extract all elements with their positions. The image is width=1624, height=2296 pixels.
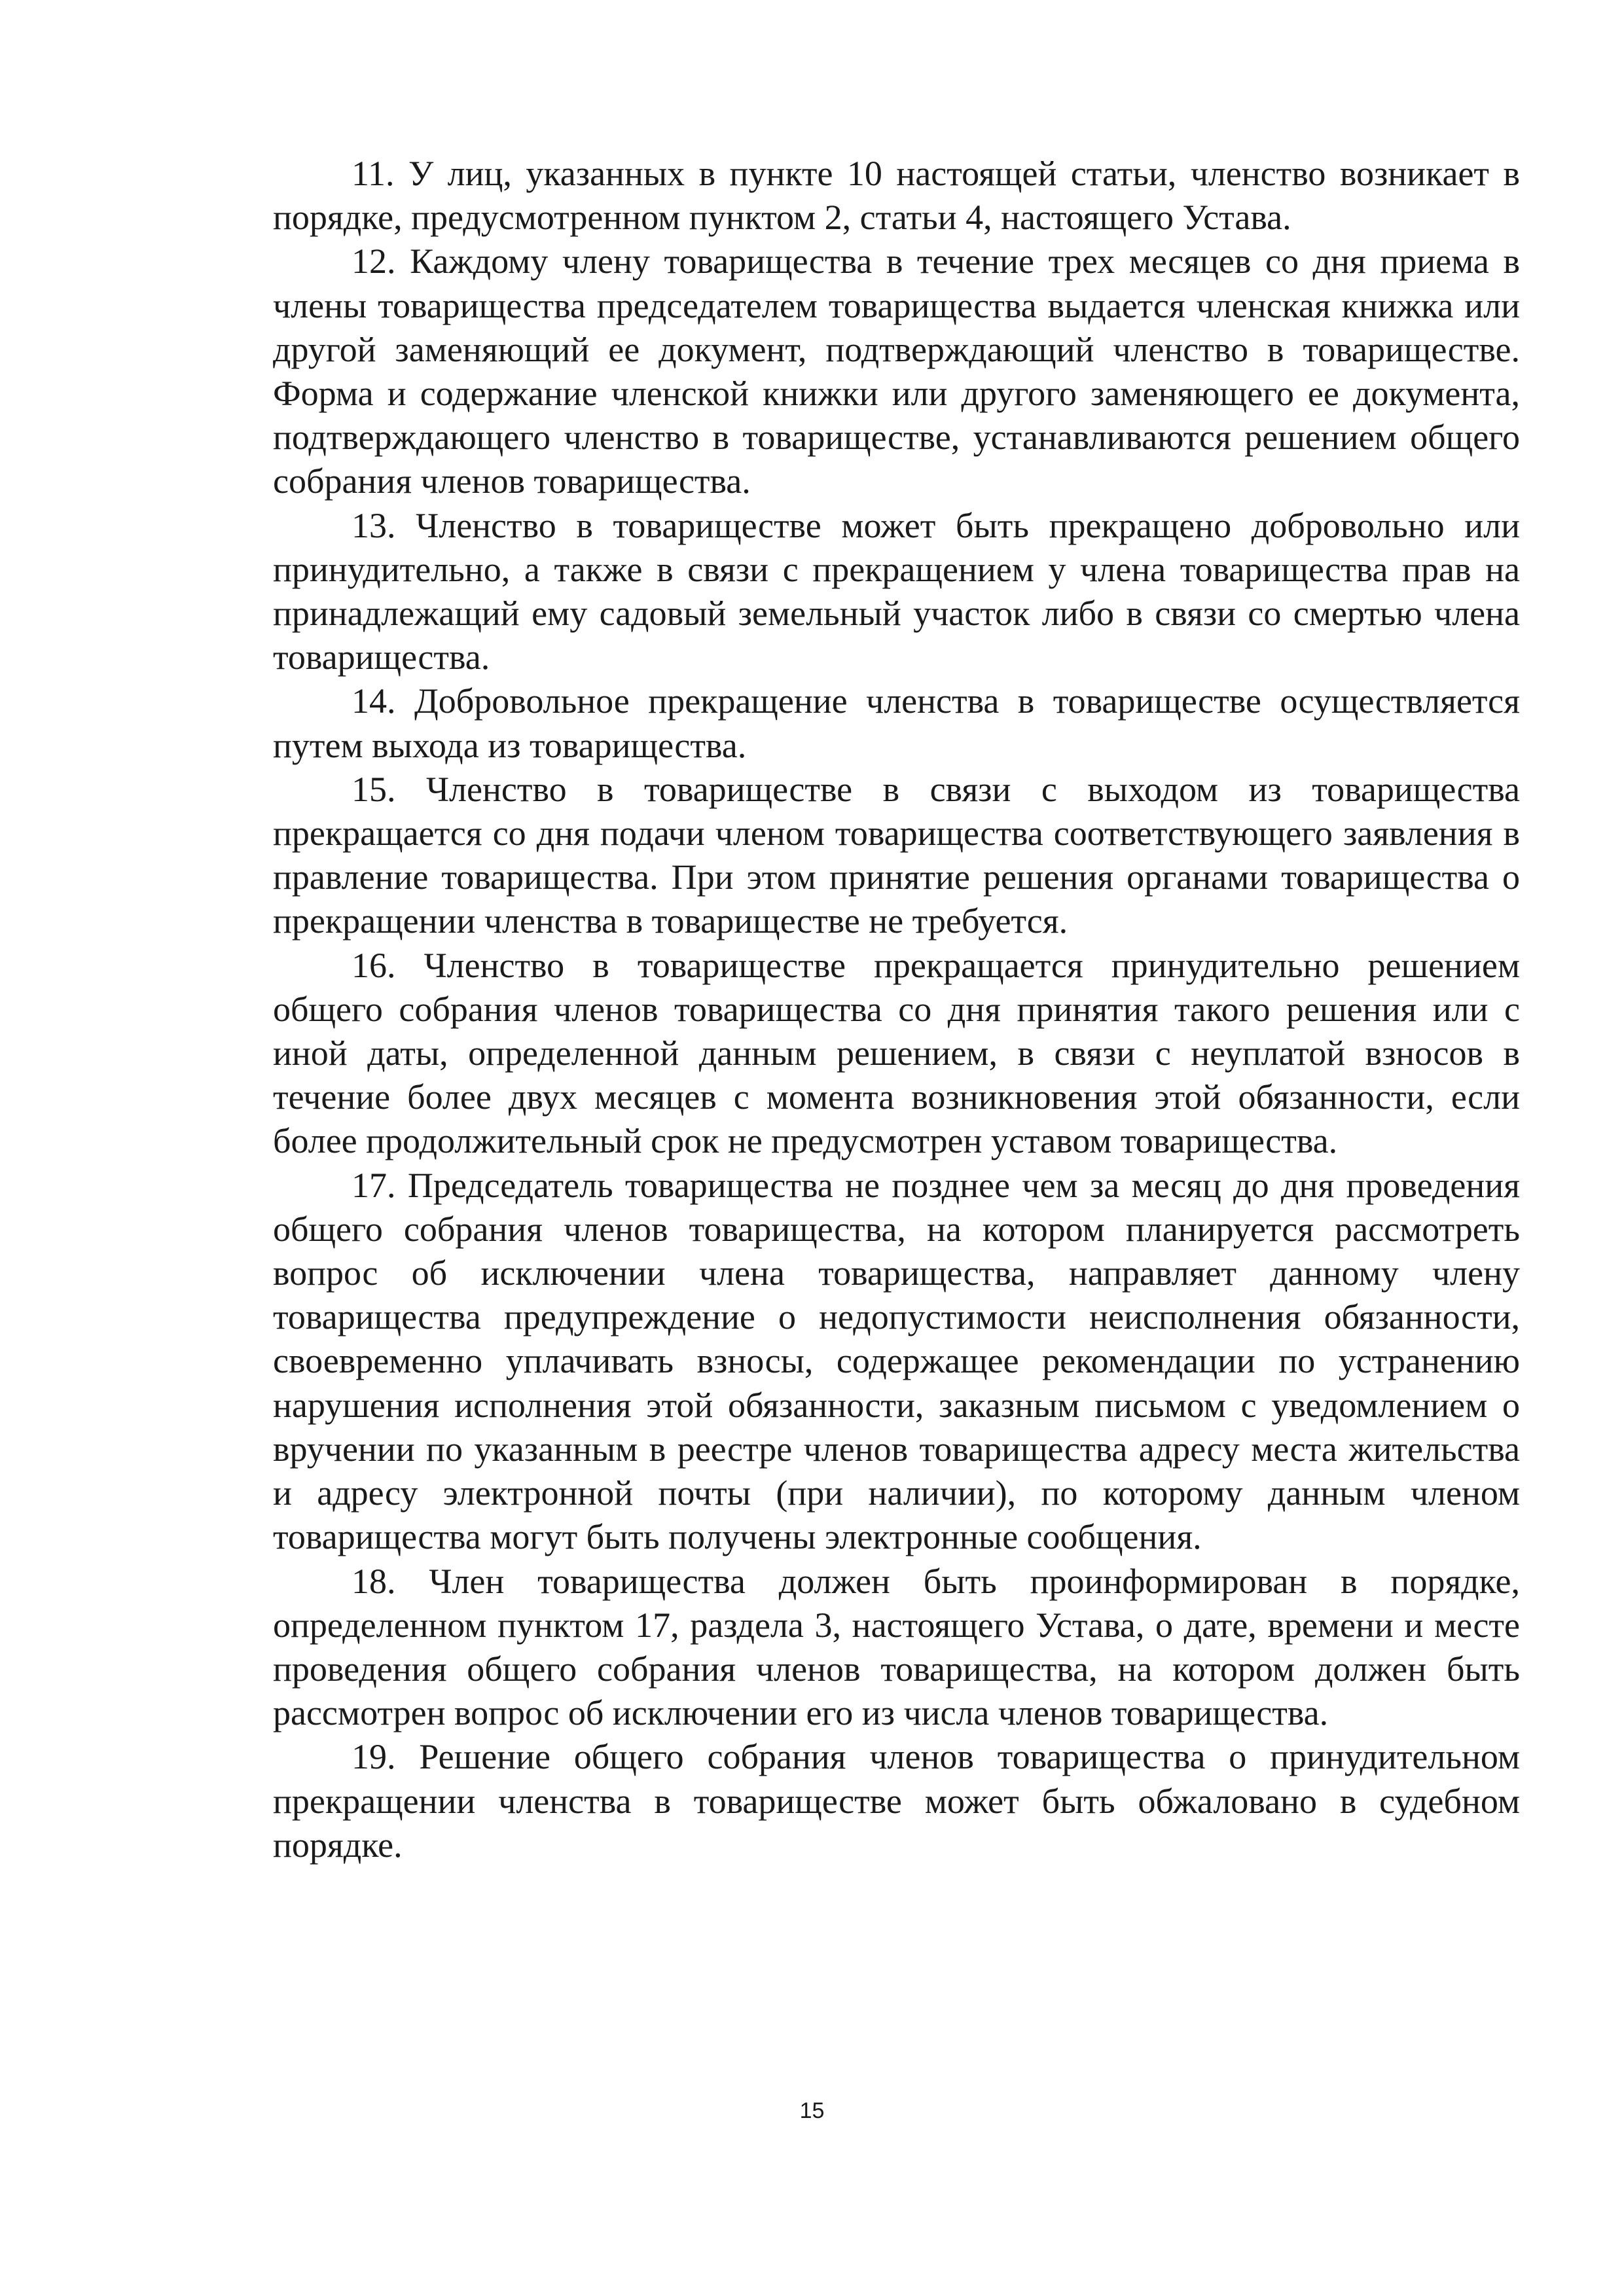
page-number: 15 xyxy=(799,2098,825,2123)
paragraph-11: 11. У лиц, указанных в пункте 10 настоящей статьи, членство возникает в порядке, предусмотренном пунктом 2, статьи 4, настоящего Устава. xyxy=(273,154,1520,238)
paragraph-16: 16. Членство в товариществе прекращается принудительно решением общего собрания членов товарищества со дня принятия такого решения или с иной даты, определенной данным решением, в связи с неуплатой взносов в течение более двух месяцев с момента возникновения этой обязанности, если более продолжительный срок не предусмотрен уставом товарищества. xyxy=(273,945,1520,1161)
paragraph-15: 15. Членство в товариществе в связи с выходом из товарищества прекращается со дня подачи членом товарищества соответствующего заявления в правление товарищества. При этом принятие решения органами товарищества о прекращении членства в товариществе не требуется. xyxy=(273,769,1520,941)
paragraph-13: 13. Членство в товариществе может быть прекращено добровольно или принудительно, а также в связи с прекращением у члена товарищества прав на принадлежащий ему садовый земельный участок либо в связи со смертью члена товарищества. xyxy=(273,505,1520,677)
paragraph-12: 12. Каждому члену товарищества в течение трех месяцев со дня приема в члены товарищества председателем товарищества выдается членская книжка или другой заменяющий ее документ, подтверждающий членство в товариществе. Форма и содержание членской книжки или другого заменяющего ее документа, подтверждающего членство в товариществе, устанавливаются решением общего собрания членов товарищества. xyxy=(273,242,1520,501)
paragraph-18: 18. Член товарищества должен быть проинформирован в порядке, определенном пунктом 17, раздела 3, настоящего Устава, о дате, времени и месте проведения общего собрания членов товарищества, на котором должен быть рассмотрен вопрос об исключении его из числа членов товарищества. xyxy=(273,1561,1520,1733)
paragraph-19: 19. Решение общего собрания членов товарищества о принудительном прекращении членства в товариществе может быть обжаловано в судебном порядке. xyxy=(273,1737,1520,1865)
document-body xyxy=(273,152,1520,1867)
paragraph-14: 14. Добровольное прекращение членства в товариществе осуществляется путем выхода из товарищества. xyxy=(273,681,1520,765)
paragraph-17: 17. Председатель товарищества не позднее чем за месяц до дня проведения общего собрания членов товарищества, на котором планируется рассмотреть вопрос об исключении члена товарищества, направляет данному члену товарищества предупреждение о недопустимости неисполнения обязанности, своевременно уплачивать взносы, содержащее рекомендации по устранению нарушения исполнения этой обязанности, заказным письмом с уведомлением о вручении по указанным в реестре членов товарищества адресу места жительства и адресу электронной почты (при наличии), по которому данным членом товарищества могут быть получены электронные сообщения. xyxy=(273,1165,1520,1557)
